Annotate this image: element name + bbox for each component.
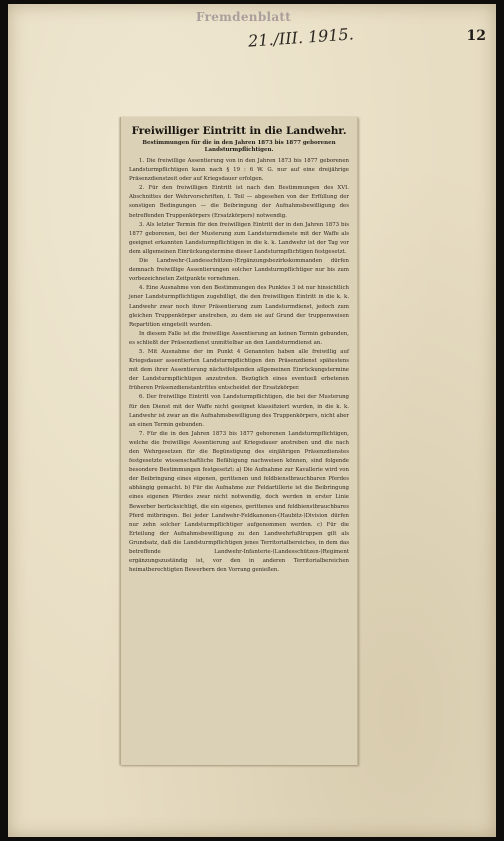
clipping-subtitle: Bestimmungen für die in den Jahren 1873 bis 1877 geborenen Landsturmpflichtigen. <box>142 140 336 153</box>
clipping-body <box>129 157 349 575</box>
clipping-paragraph: 4. Eine Ausnahme von den Bestimmungen des Punktes 3 ist nur hinsichtlich jener Landsturmpflichtigen zugebilligt, die den freiwilligen Eintritt in die k. k. Landwehr zwar noch ihrer Präsentierung zum Landsturmdienst, jedoch zum gleichen Truppenkörper anstreben, zu dem sie auf Grund der truppenweisen Repartition eingeteilt wurden. <box>129 285 349 328</box>
page-number: 12 <box>466 28 486 44</box>
clipping-paragraph: 5. Mit Ausnahme der im Punkt 4 Genannten haben alle freiwillig auf Kriegsdauer assentierten Landsturmpflichtigen den Präsenzdienst spätestens mit dem ihrer Assentierung nächstfolgenden allgemeinen Einrückungstermine der Landsturmpflichtigen anzutreten. Bezüglich eines eventuell erbetenen früheren Präsenzdienstantrittes entscheidet der Ersatzkörper. <box>129 348 349 392</box>
clipping-title: Freiwilliger Eintritt in die Landwehr. <box>131 125 347 137</box>
archive-page <box>8 4 496 837</box>
clipping-paragraph: Die Landwehr-(Landesschützen-)Ergänzungsbezirkskommanden dürfen demnach freiwillige Assentierungen solcher Landsturmpflichtiger nur bis zum vorbezeichneten Zeitpunkte vornehmen. <box>129 258 349 283</box>
clipping-paragraph: 1. Die freiwillige Assentierung von in den Jahren 1873 bis 1877 geborenen Landsturmpflichtigen kann nach § 19 : 6 W. G. nur auf eine dreijährige Präsenzdienstzeit oder auf Kriegsdauer erfolgen. <box>129 158 349 183</box>
newspaper-clipping <box>120 117 358 765</box>
clipping-paragraph: 6. Der freiwillige Eintritt von Landsturmpflichtigen, die bei der Musterung für den Dienst mit der Waffe nicht geeignet klassifiziert wurden, in die k. k. Landwehr ist zwar an die Aufnahmsbewilligung des Truppenkörpers, nicht aber an einen Termin gebunden. <box>129 394 349 428</box>
clipping-paragraph: 7. Für die in den Jahren 1873 bis 1877 geborenen Landsturmpflichtigen, welche die freiwillige Assentierung auf Kriegsdauer anstreben und die nach den Wehrgesetzen für die Begünstigung des einjährigen Präsenzdienstes festgesetzte wissenschaftliche Befähigung nachweisen können, sind folgende besondere Bestimmungen festgesetzt: a) Die Aufnahme zur Kavallerie wird von der Beibringung eines eigenen, gerittenen und feldbienstbrauchbaren Pferdes abhängig gemacht. b) Für die Aufnahme zur Feldartillerie ist die Beibringung eines eigenen Pferdes zwar nicht notwendig, doch werden in erster Linie Bewerber berücksichtigt, die ein eigenes, gerittenes und feldbienstbrauchbares Pferd mitbringen. Bei jeder Landwehr-Feldkanonen-(Haubitz-)Division dürfen nur zehn solcher Landsturmpflichtiger aufgenommen werden. c) Für die Erteilung der Aufnahmsbewilligung zu den Landwehrfußtruppen gilt als Grundsatz, daß die Landsturmpflichtigen jenes Territorialbereiches, in dem das betreffende Landwehr-Infanterie-(Landesschützen-)Regiment ergänzungszuständig ist, vor den in anderen Territorialbereichen heimatberechtigten Bewerbern den Vorrang genießen. <box>129 430 349 574</box>
clipping-paragraph: 2. Für den freiwilligen Eintritt ist nach den Bestimmungen des XVI. Abschnittes der Wehrvorschriften, I. Teil — abgesehen von der Erfüllung der sonstigen Bedingungen — die Beibringung der Aufnahmsbewilligung des betreffenden Truppenkörpers (Ersatzkörpers) notwendig. <box>129 185 349 219</box>
newspaper-stamp: Fremdenblatt <box>196 10 292 24</box>
clipping-paragraph: In diesem Falle ist die freiwillige Assentierung an keinen Termin gebunden, es schließt der Präsenzdienst unmittelbar an den Landsturmdienst an. <box>129 330 349 346</box>
clipping-paragraph: 3. Als letzter Termin für den freiwilligen Eintritt der in den Jahren 1873 bis 1877 geborenen, bei der Musterung zum Landsturmdienste mit der Waffe als geeignet erkannten Landsturmpflichtigen in die k. k. Landwehr ist der Tag vor dem allgemeinen Einrückungstermine dieser Landsturmpflichtigen festgesetzt. <box>129 221 349 255</box>
handwritten-date: 21./III. 1915. <box>247 24 355 51</box>
